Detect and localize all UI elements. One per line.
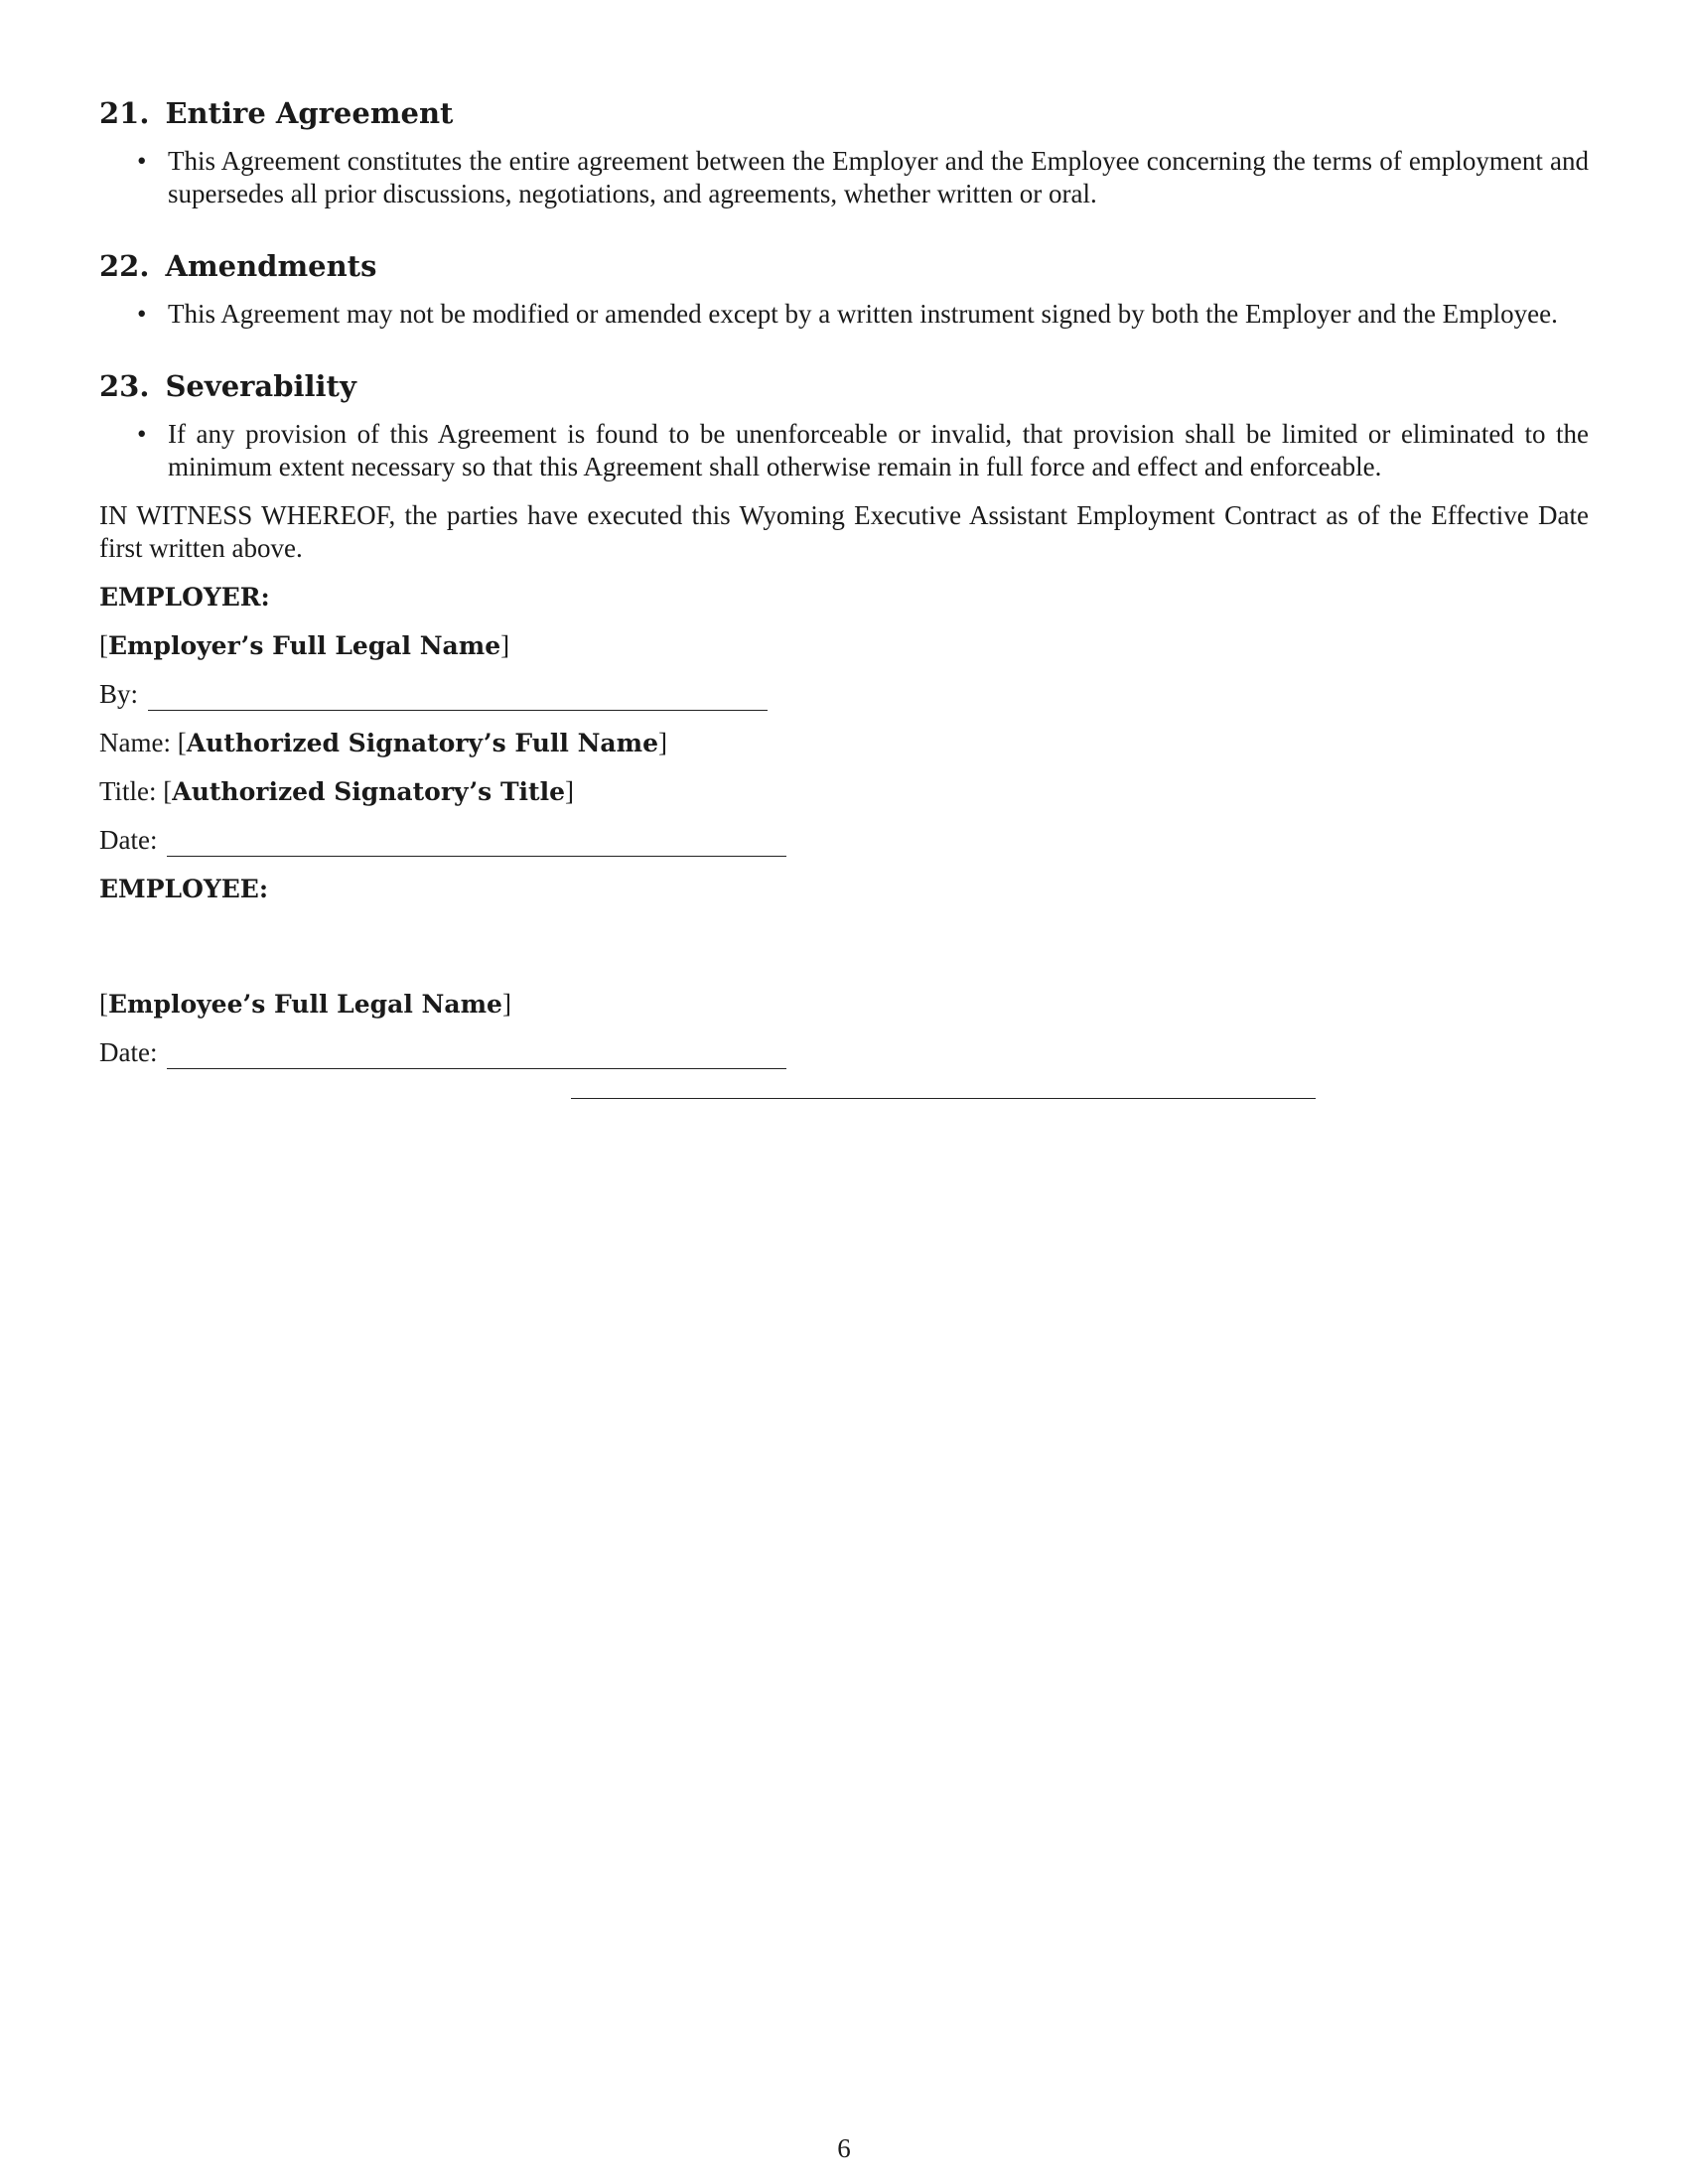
- title-label: Title:: [99, 776, 157, 806]
- employer-legal-name: Employer’s Full Legal Name: [108, 631, 501, 660]
- date-label: Date:: [99, 1037, 158, 1067]
- bullet-item: • If any provision of this Agreement is found to be unenforceable or invalid, that provision shall be limited or eliminated to the minimum extent necessary so that this Agreement shall otherwise remain in full force and effect and enforceable.: [99, 418, 1589, 483]
- section-heading: [99, 93, 1589, 133]
- employee-legal-name-row: [99, 988, 1589, 1021]
- section-21-entire-agreement: [99, 93, 1589, 210]
- bullet-item: • This Agreement may not be modified or amended except by a written instrument signed by both the Employer and the Employee.: [99, 298, 1589, 331]
- section-title: Entire Agreement: [165, 96, 454, 130]
- bracket-close: ]: [657, 728, 667, 757]
- employee-signature-line[interactable]: [571, 1098, 1316, 1099]
- bullet-item: • This Agreement constitutes the entire agreement between the Employer and the Employee concerning the terms of employment and supersedes all prior discussions, negotiations, and agreements, whether written or oral.: [99, 145, 1589, 210]
- document-page: [99, 93, 1589, 1069]
- section-number: 23.: [99, 369, 150, 403]
- bullet-list: [99, 418, 1589, 483]
- employee-date-line[interactable]: [167, 1042, 786, 1069]
- witness-paragraph: IN WITNESS WHEREOF, the parties have executed this Wyoming Executive Assistant Employment Contract as of the Effective Date first written above.: [99, 500, 1589, 563]
- bracket-open: [: [99, 630, 108, 660]
- section-title: Severability: [165, 369, 356, 403]
- employee-legal-name: Employee’s Full Legal Name: [108, 990, 502, 1019]
- section-number: 21.: [99, 96, 150, 130]
- employee-heading: EMPLOYEE:: [99, 875, 269, 903]
- by-label: By:: [99, 679, 139, 709]
- employer-signature-line[interactable]: [148, 684, 768, 711]
- employer-legal-name-row: [99, 629, 1589, 662]
- employer-date-line[interactable]: [167, 830, 786, 857]
- bracket-open: [: [177, 728, 187, 757]
- page-number: 6: [837, 2133, 851, 2163]
- bracket-open: [: [163, 776, 173, 806]
- bullet-list: [99, 298, 1589, 331]
- employer-name-row: [99, 727, 1589, 759]
- bracket-close: ]: [501, 989, 511, 1019]
- signatory-title: Authorized Signatory’s Title: [172, 777, 565, 806]
- section-heading: [99, 366, 1589, 406]
- section-title: Amendments: [165, 249, 377, 283]
- section-23-severability: [99, 366, 1589, 483]
- bracket-open: [: [99, 989, 108, 1019]
- section-heading: [99, 246, 1589, 286]
- bullet-list: [99, 145, 1589, 210]
- date-label: Date:: [99, 825, 158, 855]
- section-number: 22.: [99, 249, 150, 283]
- employer-title-row: [99, 775, 1589, 808]
- bracket-close: ]: [565, 776, 574, 806]
- employee-date-row: [99, 1036, 1589, 1069]
- signatory-name: Authorized Signatory’s Full Name: [186, 729, 658, 757]
- employer-heading: EMPLOYER:: [99, 583, 270, 612]
- section-22-amendments: [99, 246, 1589, 331]
- name-label: Name:: [99, 728, 171, 757]
- employer-by-row: [99, 678, 1589, 711]
- employer-date-row: [99, 824, 1589, 857]
- bracket-close: ]: [500, 630, 510, 660]
